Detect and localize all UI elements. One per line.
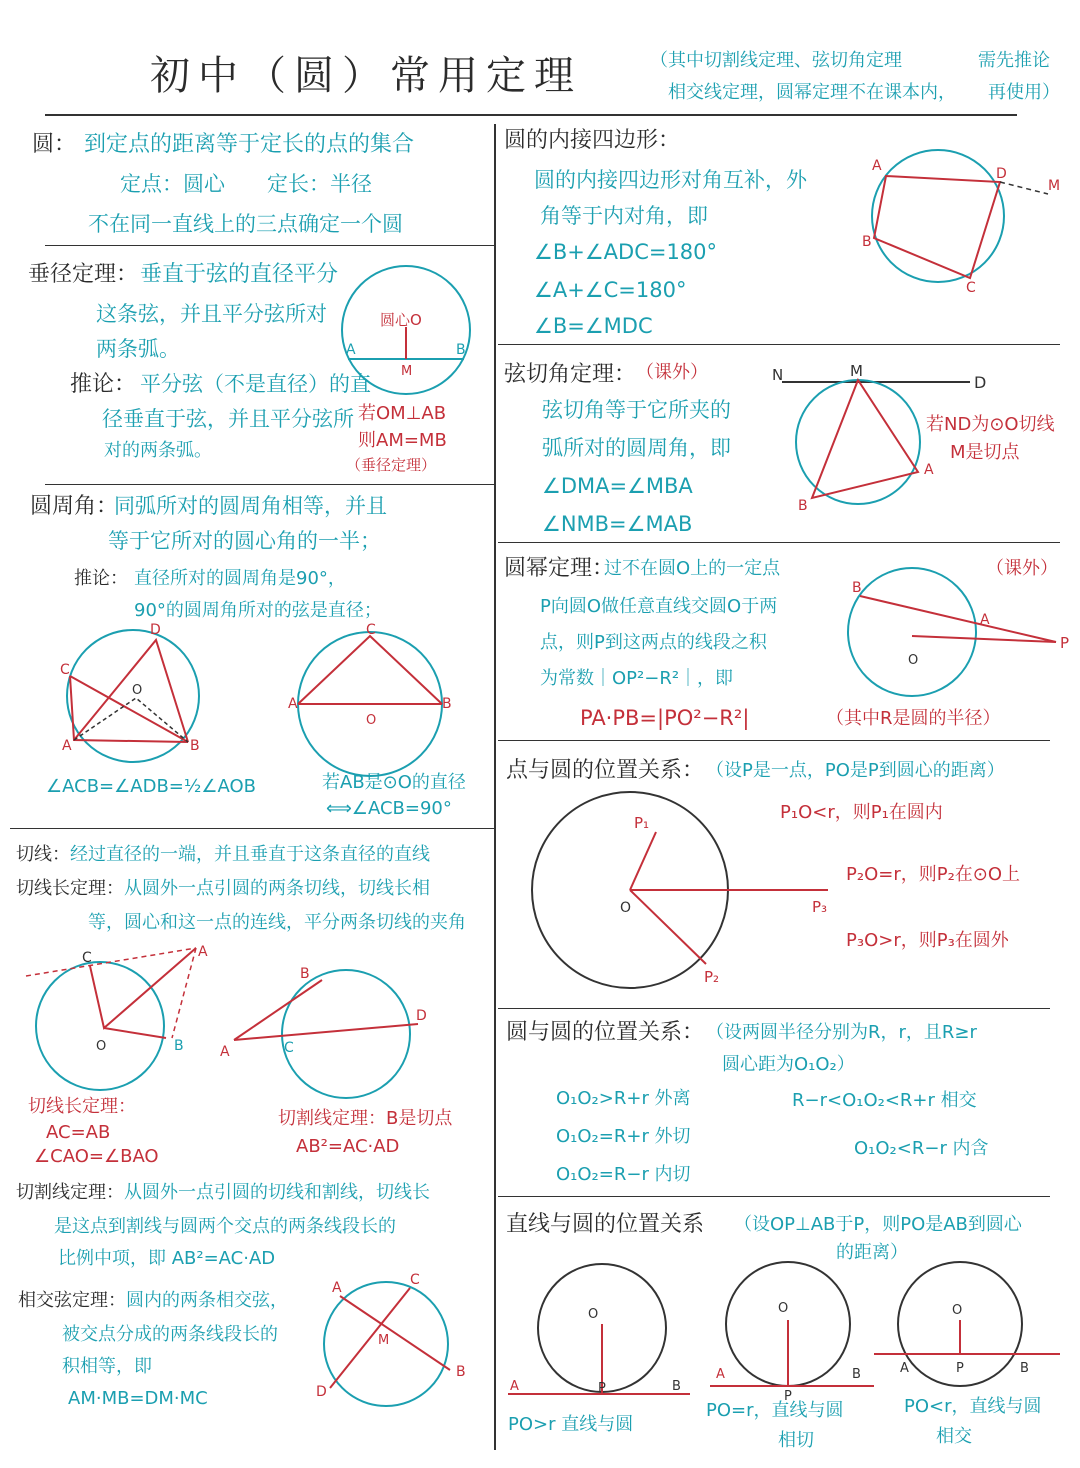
divider-left-3 [10, 828, 495, 829]
fig1-label-o: O [132, 683, 143, 698]
inscribed-formula: ∠ACB=∠ADB=½∠AOB [46, 776, 256, 797]
secant-line2: 是这点到割线与圆两个交点的两条线段长的 [54, 1216, 396, 1237]
inscribed-corollary-1: 直径所对的圆周角是90°， [134, 568, 346, 589]
quad-formula-1: ∠B+∠ADC=180° [534, 240, 718, 264]
chords-line2: 被交点分成的两条线段长的 [62, 1324, 278, 1345]
circle-circle-rule-3: O₁O₂=R−r 内切 [556, 1164, 691, 1185]
lc3-label-o: O [952, 1303, 963, 1318]
quad-formula-3: ∠B=∠MDC [534, 314, 653, 338]
chord-tangent-note-2: M是切点 [950, 442, 1020, 463]
chords-line3: 积相等，即 [62, 1356, 152, 1377]
tangent-heading: 切线： [16, 844, 70, 865]
lc1-label-a: A [510, 1379, 519, 1394]
chords-label-c: C [410, 1272, 420, 1288]
chord-tangent-formula-2: ∠NMB=∠MAB [542, 512, 693, 536]
tangent-length-heading: 切线长定理： [16, 878, 124, 899]
tangent-figure-2 [218, 962, 438, 1112]
chords-label-d: D [316, 1384, 327, 1400]
fig2-label-o: O [366, 713, 377, 728]
chord-tangent-heading: 弦切角定理： [504, 362, 637, 387]
perp-corollary-3: 对的两条弧。 [104, 440, 212, 461]
circle-circle-rule-5: O₁O₂<R−r 内含 [854, 1138, 989, 1159]
t2-label-b: B [300, 966, 310, 982]
circle-def-line3: 不在同一直线上的三点确定一个圆 [88, 212, 403, 236]
ct-label-d: D [974, 373, 987, 392]
lc1-label-o: O [588, 1307, 599, 1322]
chords-label-b: B [456, 1364, 466, 1380]
chord-tangent-figure [770, 362, 1000, 522]
power-line1: P向圆O做任意直线交圆O于两 [540, 596, 778, 617]
circle-circle-rule-1: O₁O₂>R+r 外离 [556, 1088, 691, 1109]
t1-label-b: B [174, 1038, 184, 1054]
power-label-b: B [852, 580, 862, 596]
tangent-caption-1-heading: 切线长定理： [28, 1096, 136, 1117]
perp-heading: 垂径定理： [28, 262, 139, 287]
divider-left-2 [45, 484, 495, 485]
inscribed-line2: 等于它所对的圆心角的一半； [108, 529, 381, 553]
chords-heading: 相交弦定理： [18, 1290, 126, 1311]
quad-extension-dm [1000, 182, 1048, 194]
tangent-line3: 等，圆心和这一点的连线，平分两条切线的夹角 [88, 912, 466, 933]
inscribed-note-1: 若AB是⊙O的直径 [322, 772, 466, 793]
fig1-label-d: D [150, 622, 161, 638]
title-note-1: （其中切割线定理、弦切角定理 [650, 50, 902, 71]
lc2-label-p: P [784, 1389, 792, 1404]
tangent-caption-1-l1: AC=AB [46, 1122, 111, 1143]
power-line0: 过不在圆O上的一定点 [604, 558, 781, 579]
t1-label-a: A [198, 944, 208, 960]
chord-cd [330, 1288, 410, 1388]
fig1-label-b: B [190, 738, 200, 754]
circle-def-line2: 定点：圆心 定长：半径 [120, 172, 372, 196]
secant-line1: 从圆外一点引圆的切线和割线，切线长 [124, 1182, 430, 1203]
line-circle-desc-1: （设OP⊥AB于P，则PO是AB到圆心 [734, 1214, 1022, 1235]
circle-circle-desc-2: 圆心距为O₁O₂） [722, 1054, 855, 1075]
power-circle [848, 568, 976, 696]
ct-label-b: B [798, 498, 808, 514]
lc3-label-p: P [956, 1361, 964, 1376]
line-circle-case-2a: PO=r，直线与圆 [706, 1400, 844, 1421]
divider-left-1 [45, 245, 495, 246]
tangent-line2: 从圆外一点引圆的两条切线，切线长相 [124, 878, 430, 899]
line-circle-heading: 直线与圆的位置关系 [506, 1212, 705, 1237]
inscribed-heading: 圆周角： [30, 494, 119, 519]
inscribed-line1: 同弧所对的圆周角相等，并且 [114, 494, 387, 518]
perp-corollary-2: 径垂直于弦，并且平分弦所 [102, 407, 354, 431]
quad-label-a: A [872, 158, 882, 174]
center-divider [494, 124, 496, 1450]
divider-right-3 [498, 740, 1050, 741]
quad-formula-2: ∠A+∠C=180° [534, 278, 687, 302]
divider-right-4 [498, 1008, 1050, 1009]
fig2-label-b: B [442, 696, 452, 712]
t1-label-c: C [82, 950, 92, 966]
point-circle-rule-1: P₁O<r，则P₁在圆内 [780, 802, 943, 823]
chords-label-a: A [332, 1280, 342, 1296]
divider-right-1 [498, 344, 1060, 345]
tangent-oc-oa [90, 948, 196, 1028]
tangent-ob [104, 1028, 166, 1038]
page-title: 初中（圆）常用定理 [150, 53, 582, 99]
circle-circle-desc-1: （设两圆半径分别为R，r，且R≥r [706, 1022, 977, 1043]
tangent-figure-1 [20, 938, 220, 1088]
power-tag: （课外） [986, 558, 1058, 579]
lc2-label-o: O [778, 1301, 789, 1316]
lc1-label-b: B [672, 1379, 681, 1394]
ct-label-a: A [924, 462, 934, 478]
line-circle-desc-2: 的距离） [836, 1242, 908, 1263]
tangent-secant-ad [234, 1024, 418, 1040]
title-note-4: 再使用） [988, 82, 1060, 103]
power-figure [840, 574, 1080, 694]
power-label-a: A [980, 612, 990, 628]
pc-label-p3: P₃ [812, 898, 828, 916]
power-line2: 点，则P到这两点的线段之积 [540, 632, 767, 653]
t2-label-a: A [220, 1044, 230, 1060]
chord-tangent-tag: （课外） [636, 362, 708, 383]
t2-label-c: C [284, 1040, 294, 1056]
quad-circle [872, 150, 1004, 282]
point-circle-rule-3: P₃O>r，则P₃在圆外 [846, 930, 1009, 951]
power-label-p: P [1060, 634, 1070, 652]
quad-label-b: B [862, 234, 872, 250]
perp-line2: 这条弦，并且平分弦所对 [96, 302, 327, 326]
quad-line2: 角等于内对角，即 [540, 204, 708, 228]
inscribed-figure-1 [58, 618, 208, 768]
pc-label-o: O [620, 900, 632, 916]
perp-note-3: （垂径定理） [346, 456, 437, 474]
quad-label-c: C [966, 280, 976, 296]
circle-circle-rule-2: O₁O₂=R+r 外切 [556, 1126, 691, 1147]
point-circle-desc: （设P是一点，PO是P到圆心的距离） [706, 760, 1005, 781]
title-note-2: 相交线定理，圆幂定理不在课本内， [668, 82, 956, 103]
tangent-circle-1 [36, 962, 164, 1090]
secant-heading: 切割线定理： [16, 1182, 124, 1203]
chord-tangent-line1: 弦切角等于它所夹的 [542, 398, 731, 422]
perp-line3: 两条弧。 [96, 337, 180, 361]
quad-heading: 圆的内接四边形： [504, 128, 681, 153]
pc-label-p1: P₁ [634, 814, 650, 832]
chord-tangent-note-1: 若ND为⊙O切线 [926, 414, 1055, 435]
lc3-label-a: A [900, 1361, 909, 1376]
power-line3: 为常数｜OP²−R²｜，即 [540, 668, 734, 689]
perp-figure [338, 262, 474, 398]
quad-label-m: M [1048, 178, 1061, 194]
chords-line1: 圆内的两条相交弦， [126, 1290, 288, 1311]
ct-label-m: M [850, 362, 863, 380]
lc2-label-b: B [852, 1367, 861, 1382]
quad-label-d: D [996, 166, 1007, 182]
secant-line3: 比例中项，即 AB²=AC·AD [58, 1248, 276, 1269]
perp-note-1: 若OM⊥AB [358, 403, 447, 424]
divider-right-5 [498, 1196, 1050, 1197]
power-label-o: O [908, 653, 919, 668]
circle-def-text: 到定点的距离等于定长的点的集合 [84, 132, 415, 157]
lc3-label-b: B [1020, 1361, 1029, 1376]
tangent-line1: 经过直径的一端，并且垂直于这条直径的直线 [70, 844, 430, 865]
t1-label-o: O [96, 1039, 107, 1054]
perp-label-center: 圆心O [380, 311, 422, 329]
title-underline [45, 114, 1017, 116]
chords-formula: AM·MB=DM·MC [68, 1388, 208, 1409]
perp-label-m: M [401, 364, 413, 379]
tangent-caption-2-heading: 切割线定理：B是切点 [278, 1108, 453, 1129]
chord-tangent-circle [796, 380, 920, 504]
perp-label-b: B [456, 342, 466, 358]
perp-label-a: A [346, 342, 356, 358]
inscribed-note-2: ⟺∠ACB=90° [326, 798, 452, 819]
power-heading: 圆幂定理： [504, 556, 615, 581]
tangent-caption-2-l1: AB²=AC·AD [296, 1136, 400, 1157]
chord-tangent-formula-1: ∠DMA=∠MBA [542, 474, 693, 498]
perp-corollary-1: 平分弦（不是直径）的直 [140, 372, 371, 396]
inscribed-right-triangle [298, 636, 442, 704]
circle-def-heading: 圆： [32, 132, 77, 157]
title-note-3: 需先推论 [978, 50, 1050, 71]
perp-corollary-heading: 推论： [70, 372, 137, 397]
perp-note-2: 则AM=MB [358, 430, 447, 451]
point-circle-figure [528, 800, 848, 990]
circle-circle-heading: 圆与圆的位置关系： [506, 1020, 705, 1045]
tangent-segment-ab [234, 980, 322, 1040]
quad-figure [860, 148, 1070, 298]
fig1-label-c: C [60, 662, 70, 678]
point-circle-rule-2: P₂O=r，则P₂在⊙O上 [846, 864, 1021, 885]
line-circle-case-1: PO>r 直线与圆 [508, 1414, 634, 1435]
point-circle-heading: 点与圆的位置关系： [506, 758, 705, 783]
chord-tangent-line2: 弧所对的圆周角，即 [542, 436, 731, 460]
segment-op2 [630, 890, 706, 964]
ct-label-n: N [772, 366, 784, 384]
tangent-caption-1-l2: ∠CAO=∠BAO [34, 1146, 159, 1167]
fig2-label-a: A [288, 696, 298, 712]
segment-op1 [630, 832, 656, 890]
t2-label-d: D [416, 1008, 427, 1024]
inscribed-figure-2 [286, 624, 456, 774]
divider-right-2 [498, 542, 1060, 543]
line-circle-case-2b: 相切 [778, 1430, 814, 1451]
line-circle-case-3a: PO<r，直线与圆 [904, 1396, 1042, 1417]
chords-label-m: M [378, 1333, 390, 1348]
inscribed-corollary-heading: 推论： [74, 568, 128, 589]
line-circle-figures [504, 1262, 1064, 1402]
inscribed-corollary-2: 90°的圆周角所对的弦是直径； [134, 600, 382, 621]
pc-label-p2: P₂ [704, 968, 720, 986]
quad-line1: 圆的内接四边形对角互补，外 [534, 168, 807, 192]
lc1-label-p: P [598, 1381, 606, 1396]
chords-figure [310, 1270, 466, 1410]
lc2-label-a: A [716, 1367, 725, 1382]
tangent-line-ab [172, 948, 196, 1038]
perp-line1: 垂直于弦的直径平分 [140, 262, 339, 287]
line-circle-case-3b: 相交 [936, 1426, 972, 1447]
fig2-label-c: C [366, 622, 376, 638]
fig1-label-a: A [62, 738, 72, 754]
power-secant [860, 596, 1056, 642]
power-formula-note: （其中R是圆的半径） [826, 708, 1001, 729]
quad-abcd [874, 176, 1000, 278]
circle-circle-rule-4: R−r<O₁O₂<R+r 相交 [792, 1090, 977, 1111]
power-formula: PA·PB=|PO²−R²| [580, 706, 750, 730]
